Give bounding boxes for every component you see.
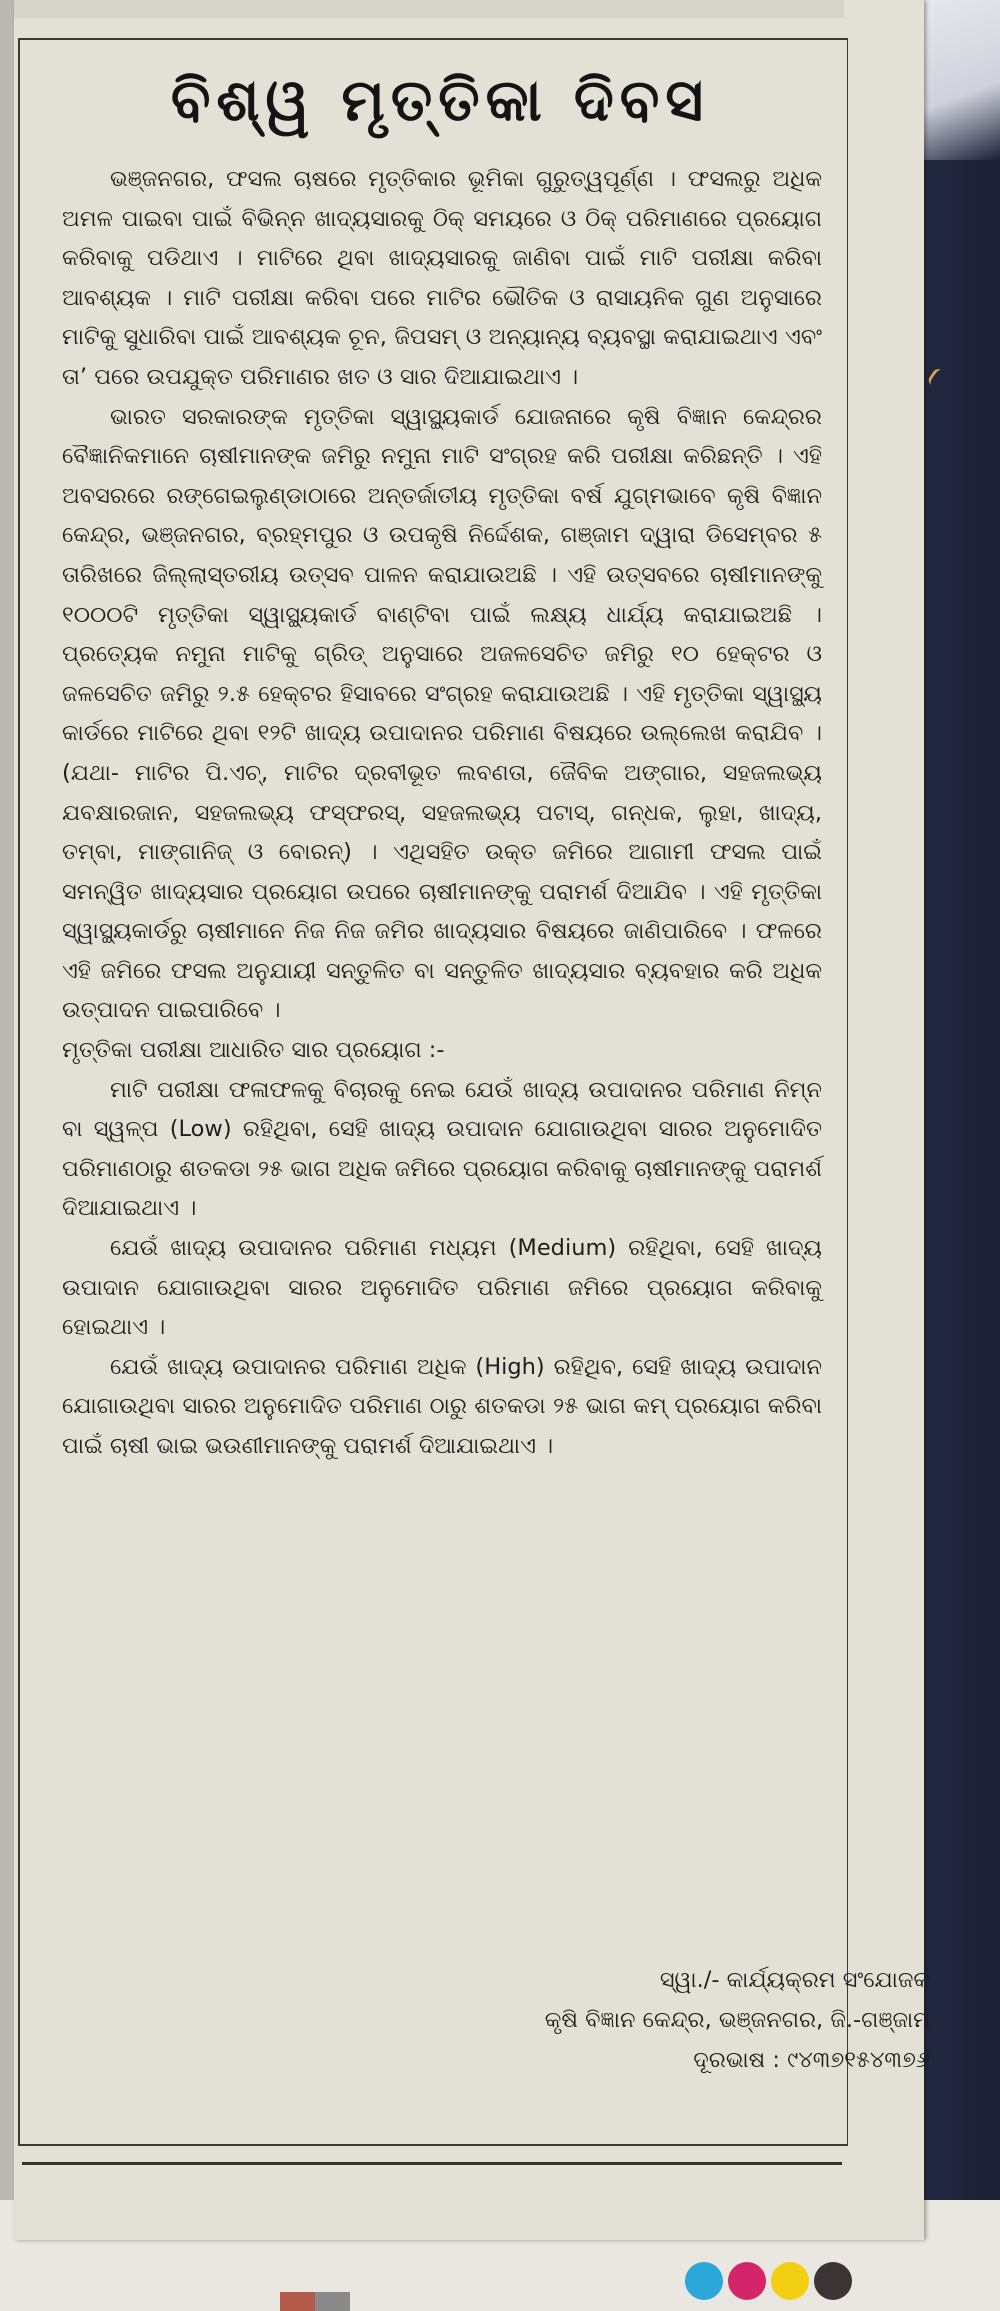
registration-dot-yellow: [771, 2262, 809, 2300]
clipping-top-edge: [14, 0, 844, 18]
paragraph-intro: ଭଞ୍ଜନଗର, ଫସଲ ଚାଷରେ ମୃତ୍ତିକାର ଭୂମିକା ଗୁରୁତ୍ୱପୂର୍ଣ୍ଣ । ଫସଲରୁ ଅଧିକ ଅମଳ ପାଇବା ପାଇଁ ବିଭିନ୍ନ ଖାଦ୍ୟସାରକୁ ଠିକ୍ ସମୟରେ ଓ ଠିକ୍ ପରିମାଣରେ ପ୍ରୟୋଗ କରିବାକୁ ପଡିଥାଏ । ମାଟିରେ ଥିବା ଖାଦ୍ୟସାରକୁ ଜାଣିବା ପାଇଁ ମାଟି ପରୀକ୍ଷା କରିବା ଆବଶ୍ୟକ । ମାଟି ପରୀକ୍ଷା କରିବା ପରେ ମାଟିର ଭୌତିକ ଓ ରାସାୟନିକ ଗୁଣ ଅନୁସାରେ ମାଟିକୁ ସୁଧାରିବା ପାଇଁ ଆବଶ୍ୟକ ଚୂନ, ଜିପସମ୍ ଓ ଅନ୍ୟାନ୍ୟ ବ୍ୟବସ୍ଥା କରାଯାଇଥାଏ ଏବଂ ତା’ ପରେ ଉପଯୁକ୍ତ ପରିମାଣର ଖତ ଓ ସାର ଦିଆଯାଇଥାଏ ।: [62, 166, 822, 390]
bottom-rule: [22, 2162, 842, 2165]
paragraph-soil-health-card: ଭାରତ ସରକାରଙ୍କ ମୃତ୍ତିକା ସ୍ୱାସ୍ଥ୍ୟକାର୍ଡ ଯୋଜନାରେ କୃଷି ବିଜ୍ଞାନ କେନ୍ଦ୍ରର ବୈଜ୍ଞାନିକମାନେ ଚାଷୀମାନଙ୍କ ଜମିରୁ ନମୁନା ମାଟି ସଂଗ୍ରହ କରି ପରୀକ୍ଷା କରିଛନ୍ତି । ଏହି ଅବସରରେ ରଙ୍ଗେଇଲୁଣ୍ଡାଠାରେ ଅନ୍ତର୍ଜାତୀୟ ମୃତ୍ତିକା ବର୍ଷ ଯୁଗ୍ମଭାବେ କୃଷି ବିଜ୍ଞାନ କେନ୍ଦ୍ର, ଭଞ୍ଜନଗର, ବ୍ରହ୍ମପୁର ଓ ଉପକୃଷି ନିର୍ଦ୍ଦେଶକ, ଗଞ୍ଜାମ ଦ୍ୱାରା ଡିସେମ୍ବର ୫ ତାରିଖରେ ଜିଲ୍ଲାସ୍ତରୀୟ ଉତ୍ସବ ପାଳନ କରାଯାଉଅଛି । ଏହି ଉତ୍ସବରେ ଚାଷୀମାନଙ୍କୁ ୧୦୦୦ଟି ମୃତ୍ତିକା ସ୍ୱାସ୍ଥ୍ୟକାର୍ଡ ବାଣ୍ଟିବା ପାଇଁ ଲକ୍ଷ୍ୟ ଧାର୍ଯ୍ୟ କରାଯାଇଅଛି । ପ୍ରତ୍ୟେକ ନମୁନା ମାଟିକୁ ଗ୍ରିଡ୍ ଅନୁସାରେ ଅଜଳସେଚିତ ଜମିରୁ ୧୦ ହେକ୍ଟର ଓ ଜଳସେଚିତ ଜମିରୁ ୨.୫ ହେକ୍ଟର ହିସାବରେ ସଂଗ୍ରହ କରାଯାଉଅଛି । ଏହି ମୃତ୍ତିକା ସ୍ୱାସ୍ଥ୍ୟ କାର୍ଡରେ ମାଟିରେ ଥିବା ୧୨ଟି ଖାଦ୍ୟ ଉପାଦାନର ପରିମାଣ ବିଷୟରେ ଉଲ୍ଲେଖ କରାଯିବ । (ଯଥା- ମାଟିର ପି.ଏଚ୍, ମାଟିର ଦ୍ରବୀଭୂତ ଲବଣତା, ଜୈବିକ ଅଙ୍ଗାର, ସହଜଲଭ୍ୟ ଯବକ୍ଷାରଜାନ, ସହଜଲଭ୍ୟ ଫସ୍‌ଫରସ୍, ସହଜଲଭ୍ୟ ପଟାସ୍, ଗନ୍ଧକ, ଲୁହା, ଖାଦ୍ୟ, ତମ୍ବା, ମାଙ୍ଗାନିଜ୍ ଓ ବୋରନ୍) । ଏଥିସହିତ ଉକ୍ତ ଜମିରେ ଆଗାମୀ ଫସଲ ପାଇଁ ସମନ୍ୱିତ ଖାଦ୍ୟସାର ପ୍ରୟୋଗ ଉପରେ ଚାଷୀମାନଙ୍କୁ ପରାମର୍ଶ ଦିଆଯିବ । ଏହି ମୃତ୍ତିକା ସ୍ୱାସ୍ଥ୍ୟକାର୍ଡରୁ ଚାଷୀମାନେ ନିଜ ନିଜ ଜମିର ଖାଦ୍ୟସାର ବିଷୟରେ ଜାଣିପାରିବେ । ଫଳରେ ଏହି ଜମିରେ ଫସଲ ଅନୁଯାୟୀ ସନ୍ତୁଳିତ ବା ସନ୍ତୁଳିତ ଖାଦ୍ୟସାର ବ୍ୟବହାର କରି ଅଧିକ ଉତ୍ପାଦନ ପାଇପାରିବେ ।: [62, 403, 822, 1024]
paragraph-medium: ଯେଉଁ ଖାଦ୍ୟ ଉପାଦାନର ପରିମାଣ ମଧ୍ୟମ (Medium) ରହିଥିବା, ସେହି ଖାଦ୍ୟ ଉପାଦାନ ଯୋଗାଉଥିବା ସାରର ଅନୁମୋଦିତ ପରିମାଣ ଜମିରେ ପ୍ରୟୋଗ କରିବାକୁ ହୋଇଥାଏ ।: [62, 1235, 822, 1341]
color-strip: [280, 2292, 350, 2311]
article-body: [62, 160, 822, 1467]
registration-dot-magenta: [728, 2262, 766, 2300]
signature-office: କୃଷି ବିଜ୍ଞାନ କେନ୍ଦ୍ର, ଭଞ୍ଜନଗର, ଜି.-ଗଞ୍ଜାମ: [544, 2007, 930, 2033]
signature-title: ସ୍ୱା./- କାର୍ଯ୍ୟକ୍ରମ ସଂଯୋଜକ: [659, 1967, 930, 1993]
signature-block: [330, 1960, 930, 2080]
registration-dot-black: [814, 2262, 852, 2300]
article-title: ବିଶ୍ୱ ମୃତ୍ତିକା ଦିବସ: [170, 66, 710, 134]
section-subheading: ମୃତ୍ତିକା ପରୀକ୍ଷା ଆଧାରିତ ସାର ପ୍ରୟୋଗ :-: [62, 1037, 445, 1064]
paragraph-high: ଯେଉଁ ଖାଦ୍ୟ ଉପାଦାନର ପରିମାଣ ଅଧିକ (High) ରହିଥିବ, ସେହି ଖାଦ୍ୟ ଉପାଦାନ ଯୋଗାଉଥିବା ସାରର ଅନୁମୋଦିତ ପରିମାଣ ଠାରୁ ଶତକଡା ୨୫ ଭାଗ କମ୍ ପ୍ରୟୋଗ କରିବା ପାଇଁ ଚାଷୀ ଭାଇ ଭଉଣୀମାନଙ୍କୁ ପରାମର୍ଶ ଦିଆଯାଇଥାଏ ।: [62, 1353, 822, 1459]
paragraph-low: ମାଟି ପରୀକ୍ଷା ଫଳାଫଳକୁ ବିଚାରକୁ ନେଇ ଯେଉଁ ଖାଦ୍ୟ ଉପାଦାନର ପରିମାଣ ନିମ୍ନ ବା ସ୍ୱଳ୍ପ (Low) ରହିଥିବା, ସେହି ଖାଦ୍ୟ ଉପାଦାନ ଯୋଗାଉଥିବା ସାରର ଅନୁମୋଦିତ ପରିମାଣଠାରୁ ଶତକଡା ୨୫ ଭାଗ ଅଧିକ ଜମିରେ ପ୍ରୟୋଗ କରିବାକୁ ଚାଷୀମାନଙ୍କୁ ପରାମର୍ଶ ଦିଆଯାଇଥାଏ ।: [62, 1076, 822, 1222]
signature-phone: ଦୂରଭାଷ : ୯୪୩୭୧୫୪୩୭୬: [693, 2047, 930, 2073]
registration-dot-cyan: [685, 2262, 723, 2300]
